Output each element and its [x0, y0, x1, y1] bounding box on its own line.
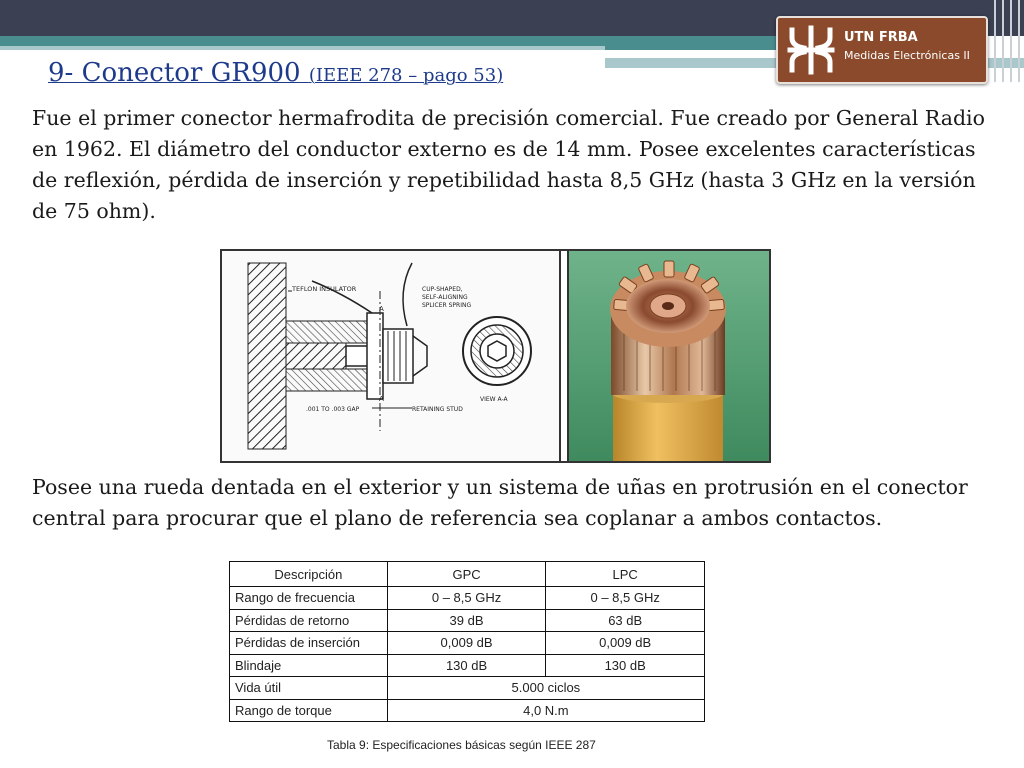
utn-logo [776, 16, 988, 84]
description-paragraph: Posee una rueda dentada en el exterior y un sistema de uñas en protrusión en el conector central para procurar que el plano de referencia sea coplanar a ambos contactos. [32, 475, 968, 530]
header-stripe [0, 36, 605, 46]
table-header: GPC [387, 562, 546, 587]
table-cell: 0 – 8,5 GHz [546, 587, 705, 610]
table-row [230, 677, 705, 700]
table-cell: 0 – 8,5 GHz [387, 587, 546, 610]
spec-table [229, 561, 705, 722]
table-cell: 0,009 dB [546, 632, 705, 655]
table-cell: 4,0 N.m [387, 699, 704, 722]
table-row [230, 609, 705, 632]
table-cell: 130 dB [387, 654, 546, 677]
table-cell: 0,009 dB [387, 632, 546, 655]
table-cell: Pérdidas de inserción [230, 632, 388, 655]
table-header-row [230, 562, 705, 587]
cross-section-drawing [222, 251, 559, 461]
svg-text:CUP-SHAPED, SELF-ALI: CUP-SHAPED, SELF-ALIGNING SPLICER SPRING [422, 286, 472, 309]
table-cell: Blindaje [230, 654, 388, 677]
table-row [230, 632, 705, 655]
table-cell: 39 dB [387, 609, 546, 632]
figure-divider [559, 251, 569, 461]
table-cell: Rango de torque [230, 699, 388, 722]
table-cell: Rango de frecuencia [230, 587, 388, 610]
label-a-top: A [379, 305, 384, 313]
label-view: VIEW A-A [480, 396, 508, 403]
table-cell: Pérdidas de retorno [230, 609, 388, 632]
table-cell: Vida útil [230, 677, 388, 700]
table-caption: Tabla 9: Especificaciones básicas según IEEE 287 [327, 738, 596, 752]
table-cell: 5.000 ciclos [387, 677, 704, 700]
connector-photo [569, 251, 769, 461]
title-reference: (IEEE 278 – pago 53) [308, 65, 504, 86]
decorative-lines [990, 0, 1024, 82]
table-row [230, 587, 705, 610]
connector-figure [220, 249, 771, 463]
slide-title [48, 58, 503, 88]
table-cell: 63 dB [546, 609, 705, 632]
label-stud: RETAINING STUD [412, 406, 463, 413]
table-cell: 130 dB [546, 654, 705, 677]
header-stripe-light [0, 46, 605, 50]
label-spring [422, 286, 471, 309]
logo-title: UTN FRBA [844, 30, 918, 45]
table-row [230, 699, 705, 722]
table-header: LPC [546, 562, 705, 587]
header-stripe-right [605, 36, 785, 50]
intro-paragraph: Fue el primer conector hermafrodita de precisión comercial. Fue creado por General Radio en 1962. El diámetro del conductor externo es de 14 mm. Posee excelentes características de reflexión, pérdida de inserción y repetibilidad hasta 8,5 GHz (hasta 3 GHz en la versión de 75 ohm). [32, 106, 985, 223]
logo-subtitle: Medidas Electrónicas II [844, 49, 970, 62]
title-main: 9- Conector GR900 [48, 58, 301, 88]
label-teflon: TEFLON INSULATOR [292, 285, 357, 293]
label-a-bottom: A [379, 395, 384, 403]
label-gap: .001 TO .003 GAP [306, 406, 360, 413]
utn-emblem-icon [784, 24, 838, 76]
table-row [230, 654, 705, 677]
table-header: Descripción [230, 562, 388, 587]
